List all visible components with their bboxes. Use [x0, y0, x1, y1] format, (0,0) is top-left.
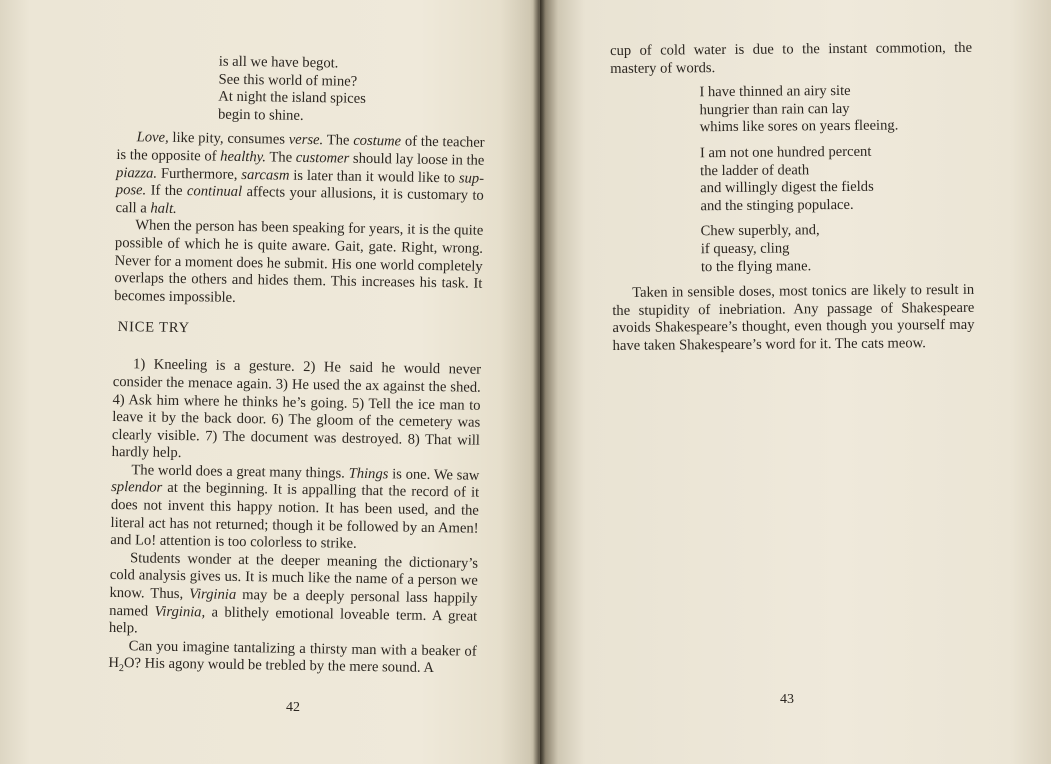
page-number-right: 43: [780, 692, 794, 707]
poem-line: whims like sores on years fleeing.: [699, 117, 899, 136]
right-page-text: [610, 40, 975, 356]
paragraph-love: Love, like pity, consumes verse. The costume of the teacher is the opposite of healthy. The customer should lay loose in the piazza. Furthermore, sarcasm is later than it would like to suppose. If the continual affects your allusions, it is customary to call a halt.: [115, 129, 485, 217]
poem-line: Chew superbly, and,: [700, 222, 820, 240]
bleed-through-marks: [8, 340, 40, 410]
poem-line: I have thinned an airy site: [699, 83, 851, 101]
poem-line: See this world of mine?: [218, 71, 358, 90]
poem-line: begin to shine.: [217, 106, 304, 124]
page-number-left: 42: [286, 700, 300, 715]
poem-line: if queasy, cling: [700, 240, 790, 258]
poem-line: to the flying mane.: [700, 257, 812, 275]
paragraph-thirsty: Can you imagine tantalizing a thirsty man with a beaker of $H_2O$? His agony would be trebled by the mere sound. A: [108, 638, 477, 677]
poem-line: and the stinging populace.: [700, 196, 854, 214]
paragraph-world: The world does a great many things. Things is one. We saw splendor at the beginning. It is appalling that the record of it does not invent this happy notion. It has been used, and the literal act has not returned; though it be followed by an Amen! and Lo! attention is too colorless to strike.: [110, 462, 480, 553]
poem-line: the ladder of death: [700, 161, 810, 179]
poem-line: At night the island spices: [218, 88, 366, 108]
left-poem: [218, 54, 486, 129]
paragraph-students: Students wonder at the deeper meaning the dictionary’s cold analysis gives us. It is much like the name of a person we know. Thus, Virginia may be a deeply personal lass happily named Virginia, a blithely emotional loveable term. A great help.: [108, 550, 479, 637]
paragraph-continuation: cup of cold water is due to the instant commotion, the mastery of words.: [610, 39, 973, 77]
left-page-text: [108, 52, 486, 684]
poem-line: I am not one hundred percent: [699, 143, 872, 162]
poem-line: and willingly digest the fields: [700, 178, 874, 197]
right-poem: [699, 82, 974, 276]
section-heading: NICE TRY: [117, 319, 191, 337]
paragraph-numbered-list: 1) Kneeling is a gesture. 2) He said he would never consider the menace again. 3) He used the ax against the shed. 4) Ask him where he thinks he’s going. 5) Tell the ice man to leave it by the back door. 6) The gloom of the cemetery was clearly visible. 7) The document was destroyed. 8) That will hardly help.: [111, 356, 482, 462]
paragraph-person: When the person has been speaking for years, it is the quite possible of which he is quite aware. Gait, gate. Right, wrong. Never for a moment does he submit. His one world completely overlaps the others and hides them. This increases his task. It becomes impossible.: [114, 217, 484, 306]
book-gutter: [533, 0, 545, 764]
poem-line: hungrier than rain can lay: [699, 100, 850, 119]
paragraph-tonics: Taken in sensible doses, most tonics are likely to result in the stupidity of inebriation. Any passage of Shakespeare avoids Shakespeare’s thought, even though you yourself may have taken Shakespeare’s word for it. The cats meow.: [612, 281, 975, 354]
poem-line: is all we have begot.: [218, 53, 339, 72]
right-page: [540, 0, 1051, 764]
